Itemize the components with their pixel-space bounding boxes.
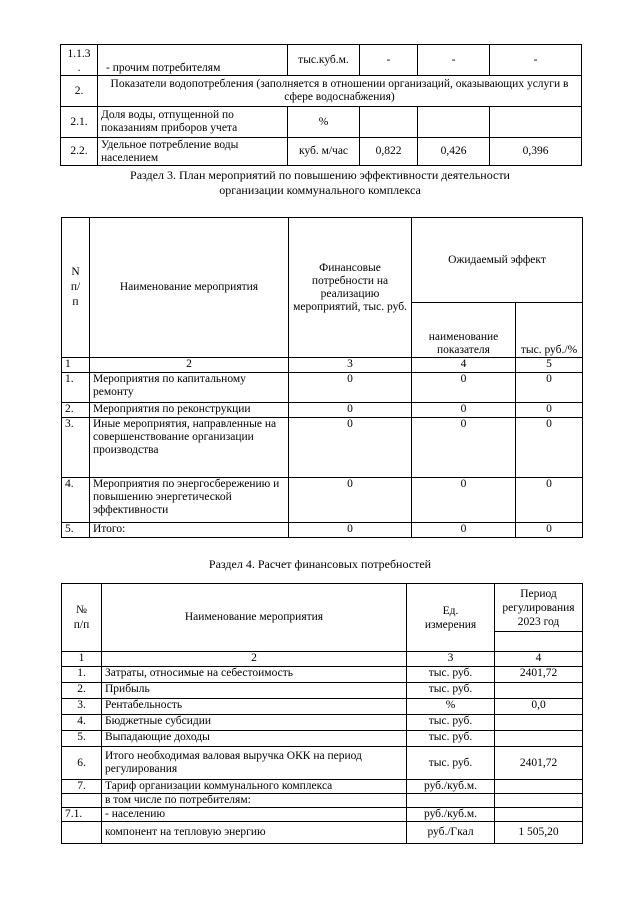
table-row (62, 747, 583, 780)
row-unit: тыс.куб.м. (288, 45, 360, 76)
row-unit (407, 794, 495, 808)
row-finance: 0 (289, 478, 412, 523)
index-cell: 2 (102, 652, 407, 667)
row-name: - населению (102, 808, 407, 822)
table-row (61, 138, 582, 166)
row-number: 3. (62, 418, 90, 478)
finance-header: Финансовые потребности на реализацию мероприятий, тыс. руб. (289, 218, 412, 358)
period-header: Период регулирования 2023 год (495, 584, 583, 632)
row-value (495, 794, 583, 808)
table-row (62, 794, 583, 808)
row-unit: тыс. руб. (407, 667, 495, 683)
row-value: - (418, 45, 490, 76)
table-row (62, 699, 583, 715)
row-effect-value: 0 (516, 403, 583, 418)
row-value: - (360, 45, 418, 76)
effect-name-header: наименование показателя (412, 303, 516, 358)
section-heading: Показатели водопотребления (заполняется в отношении организаций, оказывающих услуги в сфере водоснабжения) (98, 76, 582, 107)
index-cell: 5 (516, 358, 583, 373)
column-index-row (62, 358, 583, 373)
row-value (495, 808, 583, 822)
table-row (62, 478, 583, 523)
row-number: 7. (62, 780, 102, 794)
row-number: 2. (61, 76, 98, 107)
row-name: Тариф организации коммунального комплекса (102, 780, 407, 794)
row-number: 3. (62, 699, 102, 715)
index-cell: 3 (289, 358, 412, 373)
row-value: 2401,72 (495, 667, 583, 683)
row-effect-name: 0 (412, 478, 516, 523)
index-cell: 2 (90, 358, 289, 373)
row-value (495, 683, 583, 699)
row-number: 1. (62, 667, 102, 683)
row-number: 4. (62, 478, 90, 523)
table-row (62, 523, 583, 538)
row-name: Бюджетные субсидии (102, 715, 407, 731)
unit-header: Ед. измерения (407, 584, 495, 652)
row-name: Мероприятия по капитальному ремонту (90, 373, 289, 403)
row-name: Мероприятия по энергосбережению и повышению энергетической эффективности (90, 478, 289, 523)
row-number: 2. (62, 683, 102, 699)
row-number: 2. (62, 403, 90, 418)
row-number: 1. (62, 373, 90, 403)
row-value (418, 107, 490, 138)
row-value: 0,0 (495, 699, 583, 715)
water-consumption-table (60, 44, 582, 166)
table-row (62, 418, 583, 478)
period-subheader (495, 632, 583, 652)
row-name: Затраты, относимые на себестоимость (102, 667, 407, 683)
row-unit: руб./куб.м. (407, 780, 495, 794)
name-header: Наименование мероприятия (90, 218, 289, 358)
effect-value-header: тыс. руб./% (516, 303, 583, 358)
row-effect-value: 0 (516, 373, 583, 403)
row-effect-value: 0 (516, 478, 583, 523)
row-name: Итого необходимая валовая выручка ОКК на период регулирования (102, 747, 407, 780)
row-unit: руб./куб.м. (407, 808, 495, 822)
row-effect-name: 0 (412, 373, 516, 403)
row-value: 2401,72 (495, 747, 583, 780)
row-unit: % (407, 699, 495, 715)
row-name: в том числе по потребителям: (102, 794, 407, 808)
row-value: 0,426 (418, 138, 490, 166)
table-row (61, 76, 582, 107)
row-unit: тыс. руб. (407, 747, 495, 780)
index-cell: 4 (495, 652, 583, 667)
row-name: компонент на тепловую энергию (102, 822, 407, 844)
row-value (495, 780, 583, 794)
row-value (495, 731, 583, 747)
index-cell: 1 (62, 358, 90, 373)
row-name: Доля воды, отпущенной по показаниям приборов учета (98, 107, 288, 138)
financial-needs-table (61, 583, 583, 844)
row-number (62, 794, 102, 808)
row-number: 6. (62, 747, 102, 780)
row-value: 0,396 (490, 138, 582, 166)
index-cell: 3 (407, 652, 495, 667)
table-row (62, 715, 583, 731)
table-row (62, 731, 583, 747)
table-row (61, 45, 582, 76)
table-row (62, 403, 583, 418)
row-name: - прочим потребителям (98, 45, 288, 76)
table-row (61, 107, 582, 138)
row-name: Прибыль (102, 683, 407, 699)
row-unit: тыс. руб. (407, 715, 495, 731)
row-name: Удельное потребление воды населением (98, 138, 288, 166)
measures-plan-table (61, 217, 583, 538)
column-index-row (62, 652, 583, 667)
row-number: 1.1.3 . (61, 45, 98, 76)
row-value (495, 715, 583, 731)
name-header: Наименование мероприятия (102, 584, 407, 652)
row-number: 5. (62, 523, 90, 538)
row-value (360, 107, 418, 138)
row-number: 4. (62, 715, 102, 731)
row-effect-name: 0 (412, 418, 516, 478)
row-number: 5. (62, 731, 102, 747)
row-number (62, 822, 102, 844)
row-finance: 0 (289, 403, 412, 418)
section4-title: Раздел 4. Расчет финансовых потребностей (208, 557, 432, 571)
row-value: - (490, 45, 582, 76)
num-header: № п/п (62, 584, 102, 652)
row-name: Выпадающие доходы (102, 731, 407, 747)
row-value: 0,822 (360, 138, 418, 166)
row-effect-value: 0 (516, 418, 583, 478)
row-unit: % (288, 107, 360, 138)
index-cell: 1 (62, 652, 102, 667)
row-name: Иные мероприятия, направленные на совершенствование организации производства (90, 418, 289, 478)
row-finance: 0 (289, 523, 412, 538)
index-cell: 4 (412, 358, 516, 373)
row-name: Итого: (90, 523, 289, 538)
table-row (62, 373, 583, 403)
row-number: 2.2. (61, 138, 98, 166)
table-row (62, 667, 583, 683)
row-number: 2.1. (61, 107, 98, 138)
row-name: Мероприятия по реконструкции (90, 403, 289, 418)
table-row (62, 683, 583, 699)
row-effect-value: 0 (516, 523, 583, 538)
row-number: 7.1. (62, 808, 102, 822)
row-unit: руб./Гкал (407, 822, 495, 844)
row-finance: 0 (289, 373, 412, 403)
row-effect-name: 0 (412, 523, 516, 538)
table-row (62, 822, 583, 844)
row-unit: куб. м/час (288, 138, 360, 166)
section3-title: Раздел 3. План мероприятий по повышению эффективности деятельности организации коммунального комплекса (130, 168, 510, 197)
row-effect-name: 0 (412, 403, 516, 418)
row-unit: тыс. руб. (407, 683, 495, 699)
row-unit: тыс. руб. (407, 731, 495, 747)
effect-header: Ожидаемый эффект (412, 218, 583, 303)
table-row (62, 808, 583, 822)
row-value: 1 505,20 (495, 822, 583, 844)
row-finance: 0 (289, 418, 412, 478)
row-name: Рентабельность (102, 699, 407, 715)
row-value (490, 107, 582, 138)
table-row (62, 780, 583, 794)
num-header: N п/ п (62, 218, 90, 358)
